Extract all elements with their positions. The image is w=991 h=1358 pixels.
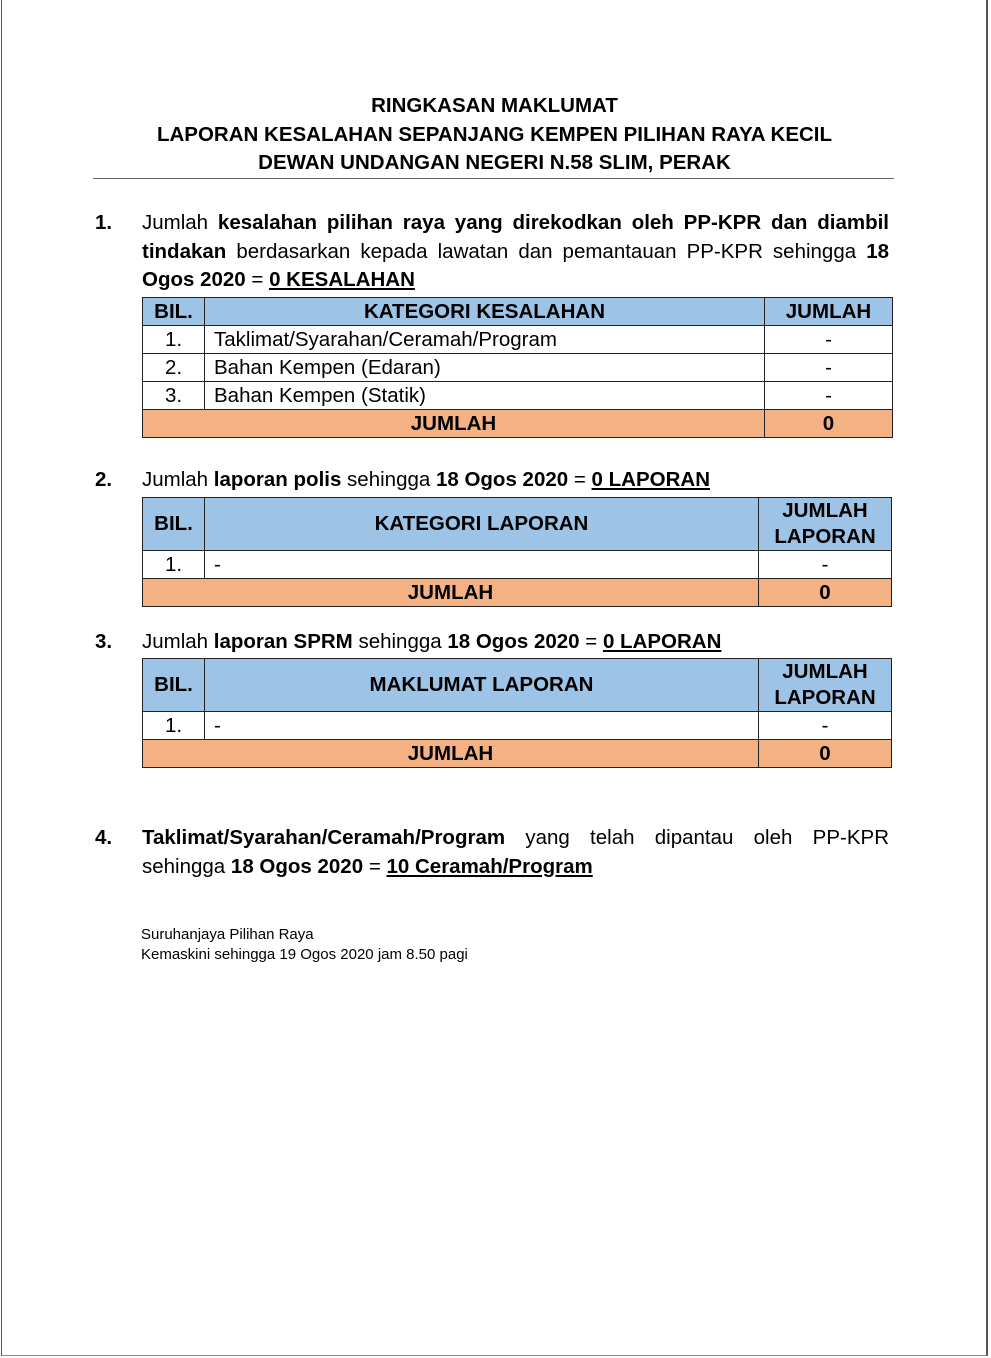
total-label: JUMLAH: [143, 410, 765, 438]
total-label: JUMLAH: [143, 740, 759, 768]
total-value: 0: [759, 740, 892, 768]
section-3-date: 18 Ogos 2020: [447, 630, 580, 653]
header-maklumat: MAKLUMAT LAPORAN: [205, 659, 759, 712]
section-2-number: 2.: [95, 468, 113, 491]
table-row: [143, 354, 893, 382]
document-header: [95, 92, 894, 178]
total-row: [143, 740, 892, 768]
header-bil: BIL.: [143, 659, 205, 712]
section-3-eq: =: [579, 630, 603, 653]
cell-kategori: Taklimat/Syarahan/Ceramah/Program: [205, 326, 765, 354]
cell-jumlah: -: [765, 354, 893, 382]
total-label: JUMLAH: [143, 579, 759, 607]
header-jumlah-line-2: LAPORAN: [774, 686, 876, 709]
header-jumlah-line-2: LAPORAN: [774, 525, 876, 548]
cell-kategori: Bahan Kempen (Statik): [205, 382, 765, 410]
cell-kategori: Bahan Kempen (Edaran): [205, 354, 765, 382]
table-row: [143, 382, 893, 410]
total-row: [143, 579, 892, 607]
section-1-lead: Jumlah: [142, 211, 218, 234]
cell-bil: 1.: [143, 326, 205, 354]
section-2-eq: =: [568, 468, 592, 491]
section-1-date: 18 Ogos 2020: [142, 239, 889, 291]
section-1-bold: kesalahan pilihan raya yang direkodkan oleh PP-KPR dan diambil tindakan: [142, 211, 889, 263]
cell-kategori: -: [205, 551, 759, 579]
section-4-eq: =: [363, 854, 387, 878]
header-jumlah-laporan: [759, 498, 892, 551]
header-jumlah-line-1: JUMLAH: [782, 660, 868, 683]
table-row: [143, 326, 893, 354]
section-1-eq: =: [245, 268, 270, 291]
total-value: 0: [759, 579, 892, 607]
header-bil: BIL.: [143, 298, 205, 326]
section-4-bold: Taklimat/Syarahan/Ceramah/Program: [142, 826, 506, 849]
section-1-number: 1.: [95, 211, 113, 234]
section-1-text: [142, 209, 889, 295]
section-2-result: 0 LAPORAN: [591, 468, 711, 491]
header-jumlah-line-1: JUMLAH: [782, 499, 868, 522]
header-jumlah: JUMLAH: [765, 298, 893, 326]
section-3-bold: laporan SPRM: [213, 630, 353, 653]
table-row: [143, 712, 892, 740]
header-kategori: KATEGORI LAPORAN: [205, 498, 759, 551]
table-kesalahan: [142, 297, 893, 438]
section-3-result: 0 LAPORAN: [602, 630, 722, 653]
section-4-mid: yang telah dipantau oleh PP-KPR sehingga: [142, 826, 889, 878]
footer-updated: Kemaskini sehingga 19 Ogos 2020 jam 8.50 pagi: [141, 945, 468, 963]
cell-jumlah: -: [759, 712, 892, 740]
footer: [141, 925, 468, 964]
table-laporan-polis: [142, 497, 892, 607]
section-3-lead: Jumlah: [142, 630, 214, 653]
section-3-text: [142, 628, 889, 657]
section-2-date: 18 Ogos 2020: [435, 468, 569, 491]
cell-jumlah: -: [765, 326, 893, 354]
section-3-number: 3.: [95, 630, 113, 653]
cell-bil: 1.: [143, 551, 205, 579]
header-bil: BIL.: [143, 498, 205, 551]
table-row: [143, 551, 892, 579]
header-kategori: KATEGORI KESALAHAN: [205, 298, 765, 326]
cell-maklumat: -: [205, 712, 759, 740]
total-value: 0: [765, 410, 893, 438]
section-1-result: 0 KESALAHAN: [269, 268, 415, 291]
header-line-2: LAPORAN KESALAHAN SEPANJANG KEMPEN PILIHAN RAYA KECIL: [156, 122, 833, 146]
header-divider: [93, 178, 894, 179]
section-4-text: [142, 824, 889, 881]
section-1-mid: berdasarkan kepada lawatan dan pemantauan PP-KPR sehingga: [226, 239, 867, 263]
header-line-3: DEWAN UNDANGAN NEGERI N.58 SLIM, PERAK: [258, 151, 731, 174]
table-laporan-sprm: [142, 658, 892, 768]
section-4-number: 4.: [95, 826, 113, 849]
section-4-date: 18 Ogos 2020: [230, 854, 364, 878]
cell-jumlah: -: [759, 551, 892, 579]
total-row: [143, 410, 893, 438]
footer-organization: Suruhanjaya Pilihan Raya: [141, 926, 314, 943]
cell-bil: 2.: [143, 354, 205, 382]
cell-bil: 3.: [143, 382, 205, 410]
section-2-text: [142, 466, 889, 495]
header-line-1: RINGKASAN MAKLUMAT: [371, 94, 618, 117]
cell-jumlah: -: [765, 382, 893, 410]
section-2-lead: Jumlah: [142, 468, 214, 491]
section-2-bold: laporan polis: [213, 468, 342, 491]
section-3-mid: sehingga: [352, 630, 448, 653]
header-jumlah-laporan: [759, 659, 892, 712]
cell-bil: 1.: [143, 712, 205, 740]
section-2-mid: sehingga: [341, 468, 436, 491]
section-4-result: 10 Ceramah/Program: [386, 854, 593, 878]
